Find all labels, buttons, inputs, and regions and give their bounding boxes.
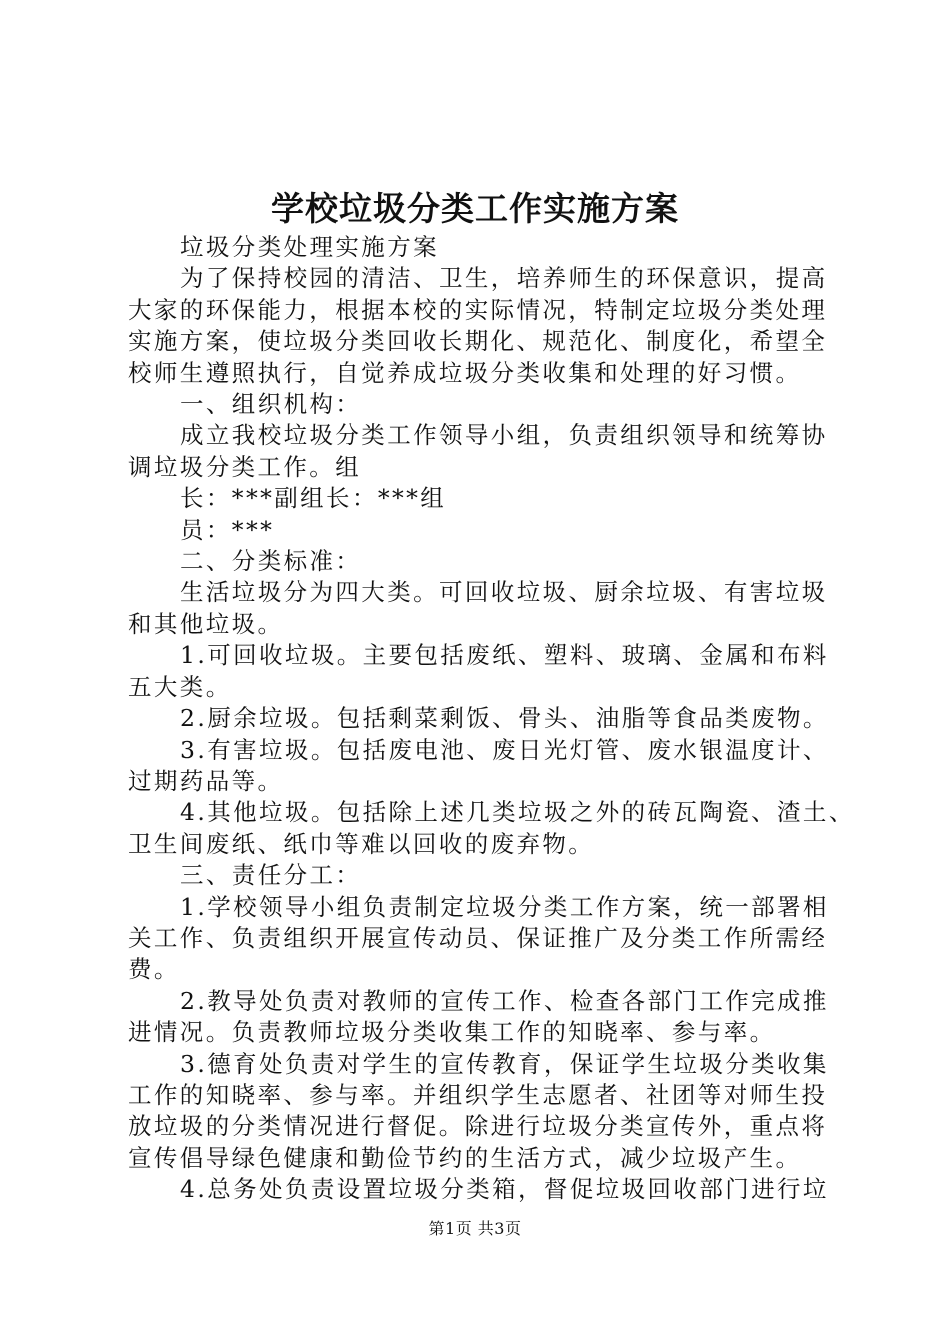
paragraph-line: 费。 <box>128 955 180 984</box>
paragraph-line: 宣传倡导绿色健康和勤俭节约的生活方式，减少垃圾产生。 <box>128 1143 802 1172</box>
paragraph-line: 生活垃圾分为四大类。可回收垃圾、厨余垃圾、有害垃圾 <box>180 578 828 607</box>
paragraph-line: 卫生间废纸、纸巾等难以回收的废弃物。 <box>128 829 595 858</box>
paragraph-line: 工作的知晓率、参与率。并组织学生志愿者、社团等对师生投 <box>128 1080 828 1109</box>
paragraph-line: 成立我校垃圾分类工作领导小组，负责组织领导和统筹协 <box>180 421 828 450</box>
section-heading: 一、组织机构： <box>180 390 362 419</box>
list-item-line: 2.教导处负责对教师的宣传工作、检查各部门工作完成推 <box>180 986 829 1015</box>
list-item-line: 1.可回收垃圾。主要包括废纸、塑料、玻璃、金属和布料 <box>180 641 829 670</box>
paragraph-line: 调垃圾分类工作。组 <box>128 452 362 481</box>
list-item-line: 4.总务处负责设置垃圾分类箱，督促垃圾回收部门进行垃 <box>180 1175 829 1204</box>
list-item-line: 3.德育处负责对学生的宣传教育，保证学生垃圾分类收集 <box>180 1049 829 1078</box>
paragraph-line: 进情况。负责教师垃圾分类收集工作的知晓率、参与率。 <box>128 1018 776 1047</box>
paragraph-line: 校师生遵照执行，自觉养成垃圾分类收集和处理的好习惯。 <box>128 358 802 387</box>
paragraph-line: 为了保持校园的清洁、卫生，培养师生的环保意识，提高 <box>180 264 828 293</box>
list-item-line: 4.其他垃圾。包括除上述几类垃圾之外的砖瓦陶瓷、渣土、 <box>180 798 855 827</box>
page-footer: 第1页 共3页 <box>428 1219 522 1238</box>
section-heading: 三、责任分工： <box>180 861 362 890</box>
paragraph-line: 员：*** <box>180 515 275 544</box>
page-title: 学校垃圾分类工作实施方案 <box>271 189 679 228</box>
paragraph-line: 放垃圾的分类情况进行督促。除进行垃圾分类宣传外，重点将 <box>128 1112 828 1141</box>
paragraph-line: 长：***副组长：***组 <box>180 484 447 513</box>
list-item-line: 1.学校领导小组负责制定垃圾分类工作方案，统一部署相 <box>180 892 829 921</box>
document-body <box>128 232 855 1206</box>
paragraph-line: 实施方案，使垃圾分类回收长期化、规范化、制度化，希望全 <box>128 327 828 356</box>
paragraph-line: 垃圾分类处理实施方案 <box>180 233 439 261</box>
paragraph-line: 关工作、负责组织开展宣传动员、保证推广及分类工作所需经 <box>128 923 828 952</box>
paragraph-line: 过期药品等。 <box>128 766 284 795</box>
list-item-line: 3.有害垃圾。包括废电池、废日光灯管、废水银温度计、 <box>180 735 829 764</box>
paragraph-line: 大家的环保能力，根据本校的实际情况，特制定垃圾分类处理 <box>128 295 828 324</box>
paragraph-line: 五大类。 <box>128 672 232 701</box>
list-item-line: 2.厨余垃圾。包括剩菜剩饭、骨头、油脂等食品类废物。 <box>180 704 829 733</box>
section-heading: 二、分类标准： <box>180 547 362 576</box>
paragraph-line: 和其他垃圾。 <box>128 609 284 638</box>
